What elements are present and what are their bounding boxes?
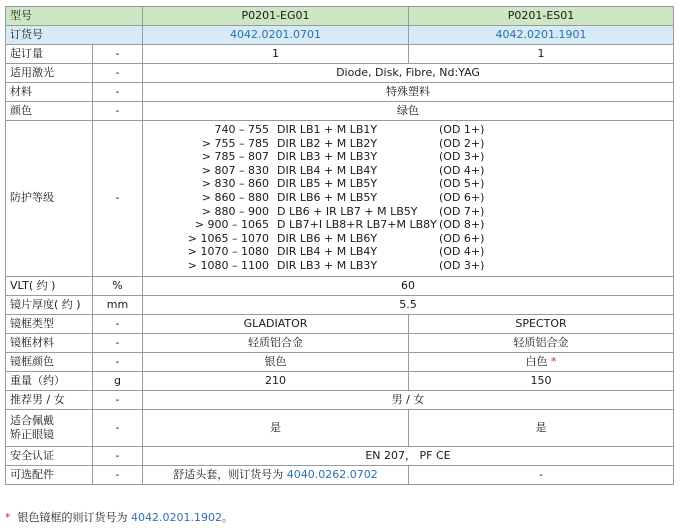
material-value: 特殊塑料 [143,83,674,102]
protection-row [147,218,669,232]
frame-material-es01: 轻质铝合金 [409,333,674,352]
footnote-order-code: 4042.0201.1902 [131,511,222,524]
model-es01: P0201-ES01 [409,7,674,26]
protection-od: (OD 6+) [439,231,485,245]
row-accessories [6,465,674,484]
spec-table-container [5,6,674,485]
protection-filter: DIR LB4 + M LB4Y [277,163,378,177]
protection-range: > 755 – 785 [201,136,269,150]
footnote-marker: * [551,354,557,368]
protection-levels [143,121,674,277]
protection-range: > 1070 – 1080 [187,245,269,259]
weight-unit: g [93,371,143,390]
protection-range: > 900 – 1065 [194,218,269,232]
over-glasses-label [6,409,93,446]
accessories-eg01 [143,465,409,484]
protection-unit: - [93,121,143,277]
frame-color-unit: - [93,352,143,371]
protection-row [147,177,669,191]
protection-range: > 1065 – 1070 [187,231,269,245]
protection-filter: DIR LB3 + M LB3Y [277,258,378,272]
vlt-label: VLT( 约 ) [6,276,93,295]
protection-od: (OD 6+) [439,190,485,204]
row-material [6,83,674,102]
protection-row [147,245,669,259]
frame-type-unit: - [93,314,143,333]
protection-row [147,123,669,137]
protection-range: > 830 – 860 [201,177,269,191]
protection-range: > 807 – 830 [201,163,269,177]
over-glasses-eg01: 是 [143,409,409,446]
over-glasses-es01: 是 [409,409,674,446]
protection-od: (OD 4+) [439,163,485,177]
protection-filter: DIR LB6 + M LB5Y [277,190,378,204]
protection-range: 740 – 755 [214,123,269,136]
row-gender [6,390,674,409]
frame-color-es01-text: 白色 [525,354,548,368]
lens-thickness-value: 5.5 [143,295,674,314]
model-label: 型号 [6,7,143,26]
weight-label: 重量（约） [6,371,93,390]
protection-filter: DIR LB6 + M LB6Y [277,231,378,245]
row-order-number [6,26,674,45]
frame-type-es01: SPECTOR [409,314,674,333]
spec-table [5,6,674,485]
row-lens-thickness [6,295,674,314]
over-glasses-label-line2: 矫正眼镜 [10,427,54,441]
frame-type-eg01: GLADIATOR [143,314,409,333]
laser-value: Diode, Disk, Fibre, Nd:YAG [143,64,674,83]
color-unit: - [93,102,143,121]
vlt-unit: % [93,276,143,295]
protection-row [147,137,669,151]
gender-label: 推荐男 / 女 [6,390,93,409]
protection-filter: DIR LB2 + M LB2Y [277,136,378,150]
row-laser [6,64,674,83]
accessories-order-code: 4040.0262.0702 [286,467,378,481]
color-value: 绿色 [143,102,674,121]
footnote-mark: * [5,511,11,524]
protection-filter: D LB6 + IR LB7 + M LB5Y [277,204,418,218]
frame-material-unit: - [93,333,143,352]
certification-value: EN 207， PF CE [143,446,674,465]
protection-list [147,121,669,276]
protection-row [147,205,669,219]
order-number-es01: 4042.0201.1901 [409,26,674,45]
accessories-es01: - [409,465,674,484]
over-glasses-unit: - [93,409,143,446]
protection-od: (OD 5+) [439,177,485,191]
protection-od: (OD 8+) [439,218,485,232]
model-eg01: P0201-EG01 [143,7,409,26]
over-glasses-label-line1: 适合佩戴 [10,413,54,427]
protection-od: (OD 1+) [439,123,485,136]
row-moq [6,45,674,64]
protection-range: > 1080 – 1100 [187,258,269,272]
protection-od: (OD 3+) [439,150,485,164]
moq-es01: 1 [409,45,674,64]
laser-unit: - [93,64,143,83]
weight-eg01: 210 [143,371,409,390]
footnote-end: 。 [221,511,233,524]
order-number-eg01: 4042.0201.0701 [143,26,409,45]
accessories-unit: - [93,465,143,484]
protection-row [147,150,669,164]
protection-od: (OD 4+) [439,245,485,259]
frame-color-es01 [409,352,674,371]
laser-label: 适用激光 [6,64,93,83]
row-frame-color [6,352,674,371]
protection-range: > 785 – 807 [201,150,269,164]
weight-es01: 150 [409,371,674,390]
footnote-text: 银色镜框的则订货号为 [10,511,131,524]
protection-row [147,259,669,273]
lens-thickness-unit: mm [93,295,143,314]
protection-od: (OD 7+) [439,204,485,218]
certification-label: 安全认证 [6,446,93,465]
protection-row [147,164,669,178]
certification-unit: - [93,446,143,465]
row-weight [6,371,674,390]
protection-filter: DIR LB3 + M LB3Y [277,150,378,164]
moq-label: 起订量 [6,45,93,64]
frame-color-eg01: 银色 [143,352,409,371]
moq-unit: - [93,45,143,64]
frame-type-label: 镜框类型 [6,314,93,333]
accessories-text: 舒适头套，则订货号为 [173,467,287,481]
row-color [6,102,674,121]
order-number-label: 订货号 [6,26,143,45]
material-label: 材料 [6,83,93,102]
protection-od: (OD 3+) [439,258,485,272]
row-frame-material [6,333,674,352]
row-model [6,7,674,26]
protection-range: > 880 – 900 [201,204,269,218]
row-certification [6,446,674,465]
protection-range: > 860 – 880 [201,190,269,204]
protection-row [147,191,669,205]
gender-value: 男 / 女 [143,390,674,409]
lens-thickness-label: 镜片厚度( 约 ) [6,295,93,314]
vlt-value: 60 [143,276,674,295]
color-label: 颜色 [6,102,93,121]
row-vlt [6,276,674,295]
footnote [5,509,233,525]
frame-material-eg01: 轻质铝合金 [143,333,409,352]
protection-od: (OD 2+) [439,136,485,150]
material-unit: - [93,83,143,102]
row-over-glasses [6,409,674,446]
gender-unit: - [93,390,143,409]
protection-filter: DIR LB5 + M LB5Y [277,177,378,191]
row-frame-type [6,314,674,333]
protection-filter: DIR LB4 + M LB4Y [277,245,378,259]
protection-row [147,232,669,246]
frame-color-label: 镜框颜色 [6,352,93,371]
protection-filter: DIR LB1 + M LB1Y [277,123,378,136]
frame-material-label: 镜框材料 [6,333,93,352]
accessories-label: 可选配件 [6,465,93,484]
row-protection [6,121,674,277]
protection-filter: D LB7+I LB8+R LB7+M LB8Y [277,218,437,232]
moq-eg01: 1 [143,45,409,64]
protection-label: 防护等级 [6,121,93,277]
